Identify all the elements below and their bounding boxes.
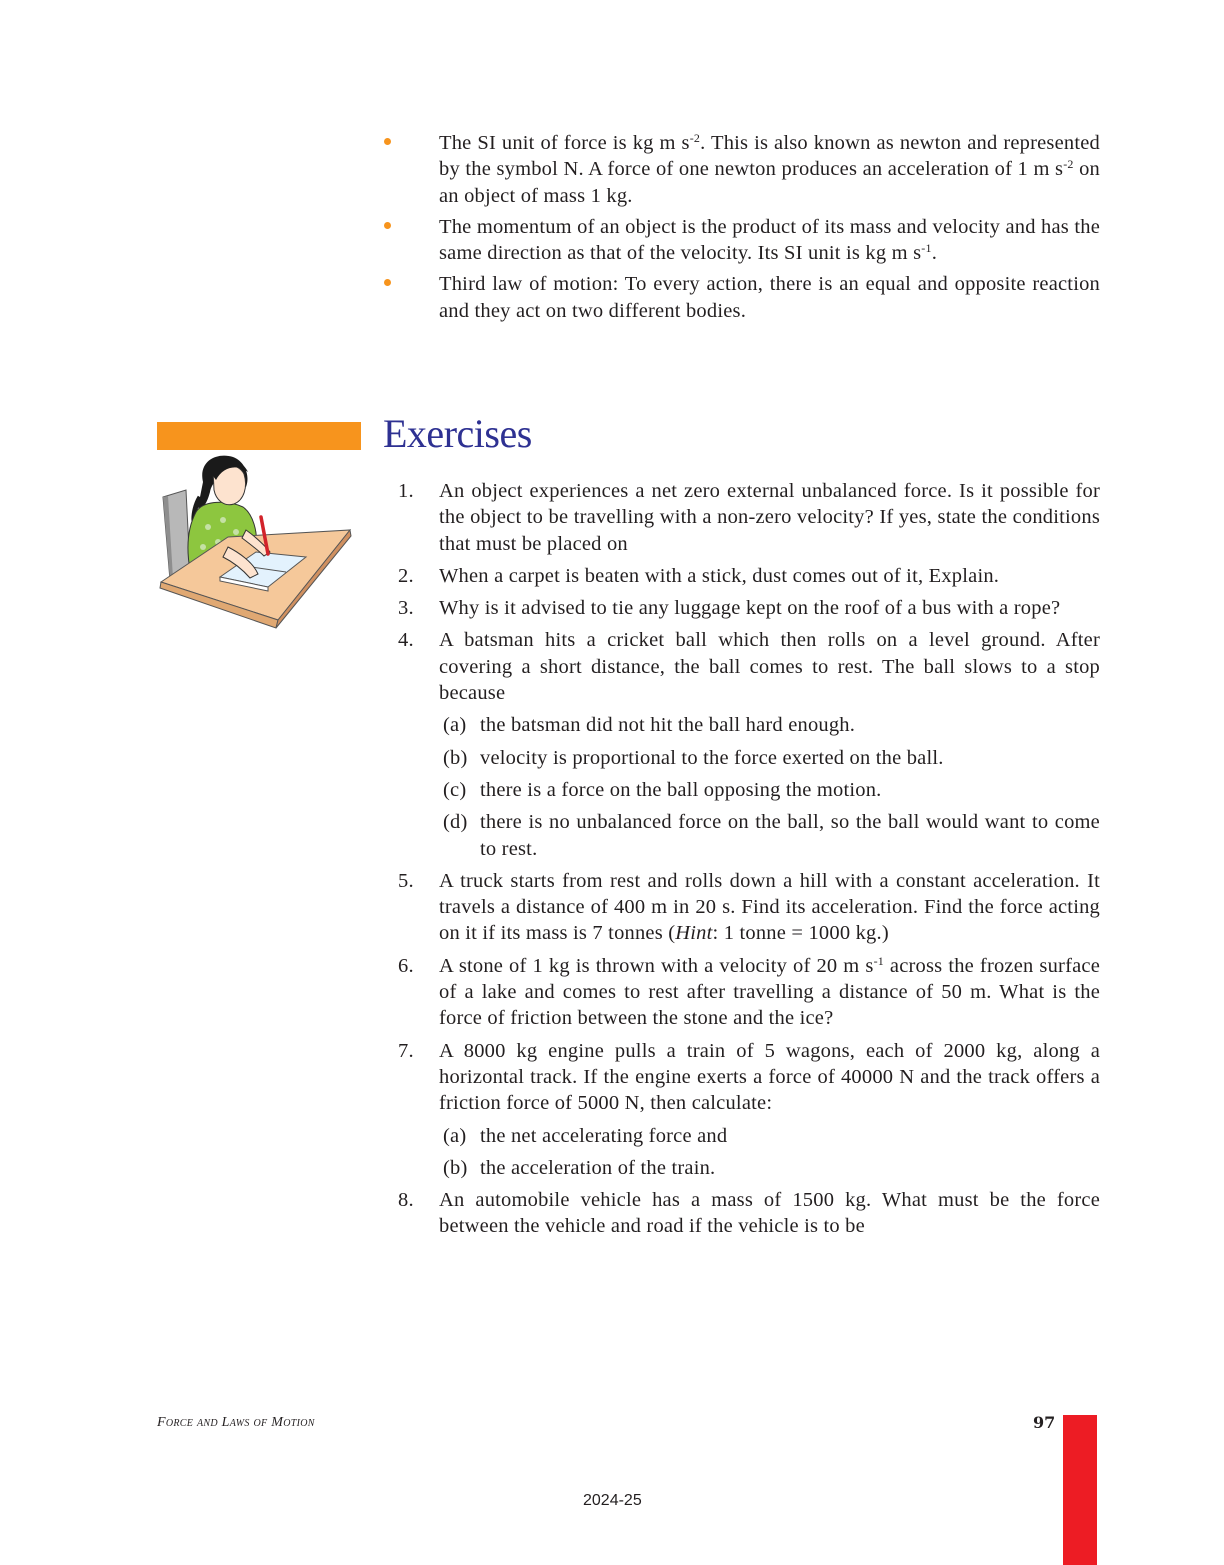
- exercise-question-2: 2. When a carpet is beaten with a stick, dust comes out of it, Explain.: [398, 564, 1000, 587]
- exercise-question-3: 3. Why is it advised to tie any luggage kept on the roof of a bus with a rope?: [398, 597, 1061, 620]
- exercise-question-4: 4. A batsman hits a cricket ball which then rolls on a level ground. After covering a short distance, the ball comes to rest. The ball slows to a stop because: [398, 629, 1100, 705]
- exercise-question-8: 8. An automobile vehicle has a mass of 1500 kg. What must be the force between the vehicle and road if the vehicle is to be: [398, 1189, 1100, 1238]
- girl-writing-illustration: [158, 452, 353, 632]
- summary-bullet: The SI unit of force is kg m $s^{-2}$. This is also known as newton and represented by the symbol N. A force of one newton produces an acceleration of 1 m $s^{-2}$ on an object of mass 1 kg.: [380, 130, 1100, 209]
- answer-option: (a) the batsman did not hit the ball hard enough.: [443, 714, 856, 737]
- answer-option: (c) there is a force on the ball opposing the motion.: [443, 778, 882, 801]
- answer-option: (d) there is no unbalanced force on the ball, so the ball would want to come to rest.: [443, 811, 1100, 860]
- section-heading: Exercises: [383, 411, 532, 456]
- summary-bullet: Third law of motion: To every action, there is an equal and opposite reaction and they act on two different bodies.: [380, 271, 1100, 324]
- summary-bullet: The momentum of an object is the product of its mass and velocity and has the same direction as that of the velocity. Its SI unit is kg m $s^{-1}$.: [380, 214, 1100, 267]
- chapter-title-footer: Force and Laws of Motion: [157, 1415, 315, 1430]
- section-accent-bar: [157, 422, 361, 450]
- exercise-question-6: 6. A stone of 1 kg is thrown with a velocity of 20 m $s^{-1}$ across the frozen surface of a lake and comes to rest after travelling a distance of 50 m. What is the force of friction between the stone and the ice?: [398, 953, 1100, 1030]
- page-number: 97: [1033, 1413, 1056, 1432]
- bullet-dot-icon: [384, 279, 391, 286]
- bullet-dot-icon: [384, 222, 391, 229]
- exercise-list: [390, 478, 1100, 1246]
- bullet-dot-icon: [384, 138, 391, 145]
- answer-option: (b) velocity is proportional to the force exerted on the ball.: [443, 746, 944, 769]
- exercise-question-5: 5. A truck starts from rest and rolls down a hill with a constant acceleration. It travels a distance of 400 m in 20 s. Find its acceleration. Find the force acting on it if its mass is 7 tonnes (Hint: 1 tonne = 1000 kg.): [398, 869, 1100, 945]
- page-edge-tab: [1063, 1415, 1097, 1565]
- answer-option: (b) the acceleration of the train.: [443, 1156, 716, 1179]
- exercise-question-1: 1. An object experiences a net zero external unbalanced force. Is it possible for the object to be travelling with a non-zero velocity? If yes, state the conditions that must be placed on: [398, 480, 1100, 555]
- edition-year: 2024-25: [583, 1492, 642, 1509]
- summary-bullets: [380, 130, 1100, 329]
- answer-option: (a) the net accelerating force and: [443, 1124, 728, 1147]
- exercise-question-7: 7. A 8000 kg engine pulls a train of 5 wagons, each of 2000 kg, along a horizontal track. If the engine exerts a force of 40000 N and the track offers a friction force of 5000 N, then calculate:: [398, 1039, 1100, 1115]
